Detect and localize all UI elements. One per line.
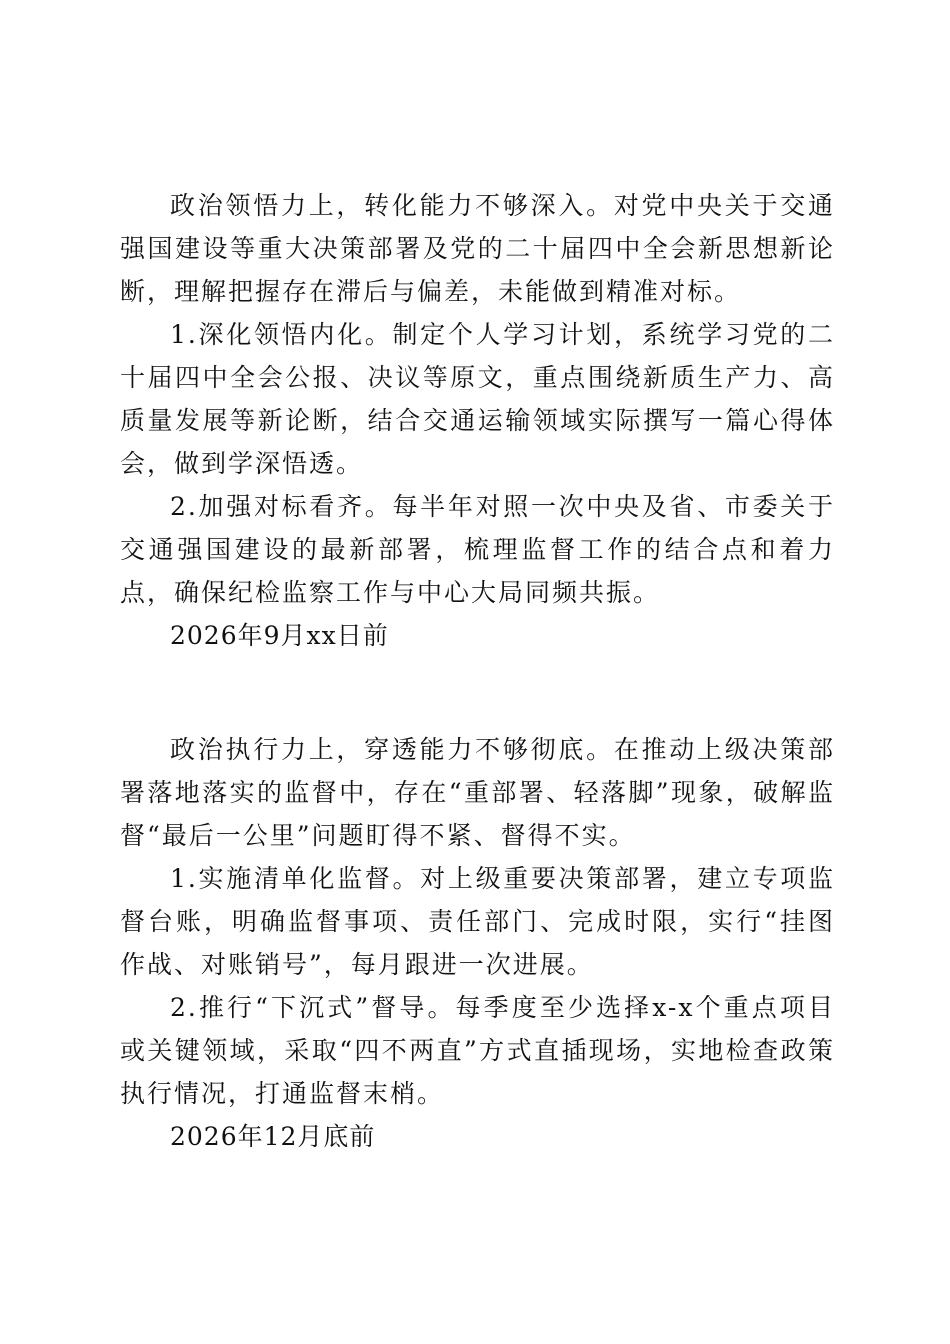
deadline-text: 2026年9月xx日前 [170, 621, 389, 650]
measure-paragraph: 1.深化领悟内化。制定个人学习计划，系统学习党的二十届四中全会公报、决议等原文，重点围绕新质生产力、高质量发展等新论断，结合交通运输领域实际撰写一篇心得体会，做到学深悟透。 [120, 320, 835, 478]
deadline-text: 2026年12月底前 [170, 1122, 376, 1151]
measure-paragraph: 2.推行“下沉式”督导。每季度至少选择x-x个重点项目或关键领域，采取“四不两直”方式直插现场，实地检查政策执行情况，打通监督末梢。 [120, 993, 835, 1108]
measure-paragraph: 1.实施清单化监督。对上级重要决策部署，建立专项监督台账，明确监督事项、责任部门、完成时限，实行“挂图作战、对账销号”，每月跟进一次进展。 [120, 864, 835, 979]
issue-paragraph: 政治领悟力上，转化能力不够深入。对党中央关于交通强国建设等重大决策部署及党的二十届四中全会新思想新论断，理解把握存在滞后与偏差，未能做到精准对标。 [120, 191, 835, 306]
section-political-execution [120, 728, 835, 1158]
measure-paragraph: 2.加强对标看齐。每半年对照一次中央及省、市委关于交通强国建设的最新部署，梳理监督工作的结合点和着力点，确保纪检监察工作与中心大局同频共振。 [120, 492, 835, 607]
section-political-understanding [120, 184, 835, 657]
issue-paragraph: 政治执行力上，穿透能力不够彻底。在推动上级决策部署落地落实的监督中，存在“重部署、轻落脚”现象，破解监督“最后一公里”问题盯得不紧、督得不实。 [120, 735, 835, 850]
